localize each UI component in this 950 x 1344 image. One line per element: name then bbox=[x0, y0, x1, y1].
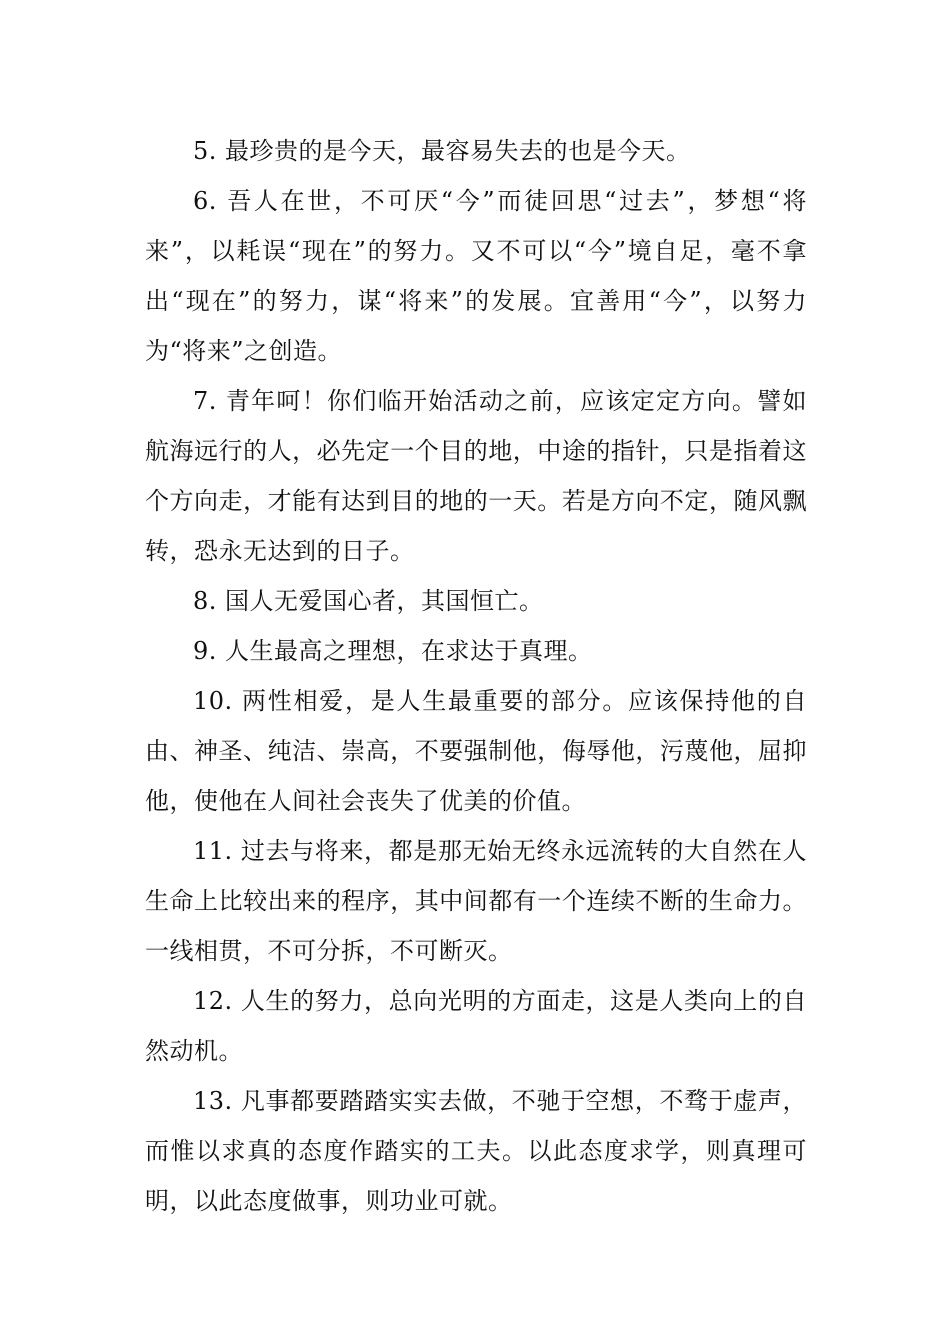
quote-paragraph-7: 7. 青年呵！你们临开始活动之前，应该定定方向。譬如航海远行的人，必先定一个目的地，中途的指针，只是指着这个方向走，才能有达到目的地的一天。若是方向不定，随风飘转，恐永无达到的日子。 bbox=[145, 387, 807, 565]
quote-paragraph-6: 6. 吾人在世，不可厌“今”而徒回思“过去”，梦想“将来”，以耗误“现在”的努力。又不可以“今”境自足，毫不拿出“现在”的努力，谋“将来”的发展。宜善用“今”，以努力为“将来”之创造。 bbox=[145, 187, 807, 365]
quote-paragraph-8: 8. 国人无爱国心者，其国恒亡。 bbox=[193, 587, 544, 615]
quote-paragraph-10: 10. 两性相爱，是人生最重要的部分。应该保持他的自由、神圣、纯洁、崇高，不要强制他，侮辱他，污蔑他，屈抑他，使他在人间社会丧失了优美的价值。 bbox=[145, 687, 807, 815]
quote-paragraph-12: 12. 人生的努力，总向光明的方面走，这是人类向上的自然动机。 bbox=[145, 987, 807, 1065]
quote-paragraph-9: 9. 人生最高之理想，在求达于真理。 bbox=[193, 637, 593, 665]
quote-paragraph-11: 11. 过去与将来，都是那无始无终永远流转的大自然在人生命上比较出来的程序，其中间都有一个连续不断的生命力。一线相贯，不可分拆，不可断灭。 bbox=[145, 837, 807, 965]
quote-paragraph-13: 13. 凡事都要踏踏实实去做，不驰于空想，不骛于虚声，而惟以求真的态度作踏实的工夫。以此态度求学，则真理可明，以此态度做事，则功业可就。 bbox=[145, 1087, 807, 1215]
quote-paragraph-5: 5. 最珍贵的是今天，最容易失去的也是今天。 bbox=[193, 137, 691, 165]
quote-list bbox=[145, 126, 807, 1226]
